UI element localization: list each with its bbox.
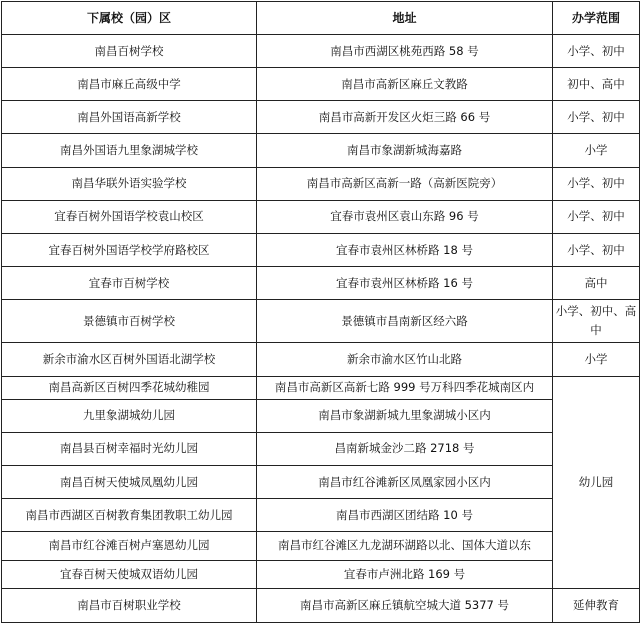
- school-cell: 南昌华联外语实验学校: [2, 167, 257, 200]
- school-cell: 南昌百树学校: [2, 35, 257, 68]
- school-cell: 景德镇市百树学校: [2, 300, 257, 343]
- school-cell: 南昌县百树幸福时光幼儿园: [2, 432, 257, 465]
- table-row: [2, 588, 640, 622]
- table-row: [2, 134, 640, 167]
- table-row: [2, 466, 640, 499]
- address-cell: 南昌市西湖区桃苑西路 58 号: [257, 35, 553, 68]
- table-row: [2, 233, 640, 266]
- address-cell: 景德镇市昌南新区经六路: [257, 300, 553, 343]
- school-cell: 南昌市百树职业学校: [2, 588, 257, 622]
- address-cell: 南昌市高新开发区火炬三路 66 号: [257, 101, 553, 134]
- table-row: [2, 499, 640, 532]
- address-cell: 南昌市红谷滩新区凤凰家园小区内: [257, 466, 553, 499]
- header-scope: 办学范围: [553, 2, 640, 35]
- school-cell: 南昌市西湖区百树教育集团教职工幼儿园: [2, 499, 257, 532]
- school-cell: 宜春百树外国语学校袁山校区: [2, 200, 257, 233]
- address-cell: 宜春市袁州区袁山东路 96 号: [257, 200, 553, 233]
- table-row: [2, 200, 640, 233]
- scope-cell: 高中: [553, 267, 640, 300]
- table-row: [2, 399, 640, 432]
- header-address: 地址: [257, 2, 553, 35]
- address-cell: 南昌市高新区麻丘文教路: [257, 68, 553, 101]
- address-cell: 新余市渝水区竹山北路: [257, 343, 553, 376]
- scope-cell: 小学、初中: [553, 101, 640, 134]
- table-row: [2, 101, 640, 134]
- school-cell: 南昌百树天使城凤凰幼儿园: [2, 466, 257, 499]
- scope-cell: 小学、初中: [553, 200, 640, 233]
- scope-cell: 延伸教育: [553, 588, 640, 622]
- address-cell: 南昌市象湖新城海嘉路: [257, 134, 553, 167]
- address-cell: 南昌市高新区麻丘镇航空城大道 5377 号: [257, 588, 553, 622]
- address-cell: 昌南新城金沙二路 2718 号: [257, 432, 553, 465]
- table-row: [2, 300, 640, 343]
- table-row: [2, 35, 640, 68]
- table-row: [2, 532, 640, 560]
- scope-cell-kindergarten: 幼儿园: [553, 376, 640, 588]
- school-cell: 宜春市百树学校: [2, 267, 257, 300]
- school-cell: 宜春百树外国语学校学府路校区: [2, 233, 257, 266]
- table-row: [2, 68, 640, 101]
- header-school: 下属校（园）区: [2, 2, 257, 35]
- table-row: [2, 267, 640, 300]
- school-cell: 宜春百树天使城双语幼儿园: [2, 560, 257, 588]
- school-cell: 南昌外国语高新学校: [2, 101, 257, 134]
- school-cell: 南昌高新区百树四季花城幼稚园: [2, 376, 257, 399]
- address-cell: 宜春市袁州区林桥路 18 号: [257, 233, 553, 266]
- scope-cell: 小学、初中: [553, 35, 640, 68]
- address-cell: 南昌市高新区高新七路 999 号万科四季花城南区内: [257, 376, 553, 399]
- school-table: [1, 1, 640, 623]
- address-cell: 南昌市象湖新城九里象湖城小区内: [257, 399, 553, 432]
- header-row: [2, 2, 640, 35]
- school-cell: 南昌市麻丘高级中学: [2, 68, 257, 101]
- address-cell: 南昌市高新区高新一路（高新医院旁）: [257, 167, 553, 200]
- table-row: [2, 343, 640, 376]
- address-cell: 南昌市西湖区团结路 10 号: [257, 499, 553, 532]
- school-cell: 新余市渝水区百树外国语北湖学校: [2, 343, 257, 376]
- scope-cell: 小学: [553, 343, 640, 376]
- school-cell: 九里象湖城幼儿园: [2, 399, 257, 432]
- scope-cell: 小学、初中: [553, 167, 640, 200]
- address-cell: 南昌市红谷滩区九龙湖环湖路以北、国体大道以东: [257, 532, 553, 560]
- school-cell: 南昌市红谷滩百树卢塞恩幼儿园: [2, 532, 257, 560]
- scope-cell: 初中、高中: [553, 68, 640, 101]
- table-row: [2, 560, 640, 588]
- scope-cell: 小学、初中: [553, 233, 640, 266]
- table-row: [2, 376, 640, 399]
- scope-cell: 小学、初中、高中: [553, 300, 640, 343]
- scope-cell: 小学: [553, 134, 640, 167]
- address-cell: 宜春市袁州区林桥路 16 号: [257, 267, 553, 300]
- school-cell: 南昌外国语九里象湖城学校: [2, 134, 257, 167]
- address-cell: 宜春市卢洲北路 169 号: [257, 560, 553, 588]
- table-row: [2, 432, 640, 465]
- table-row: [2, 167, 640, 200]
